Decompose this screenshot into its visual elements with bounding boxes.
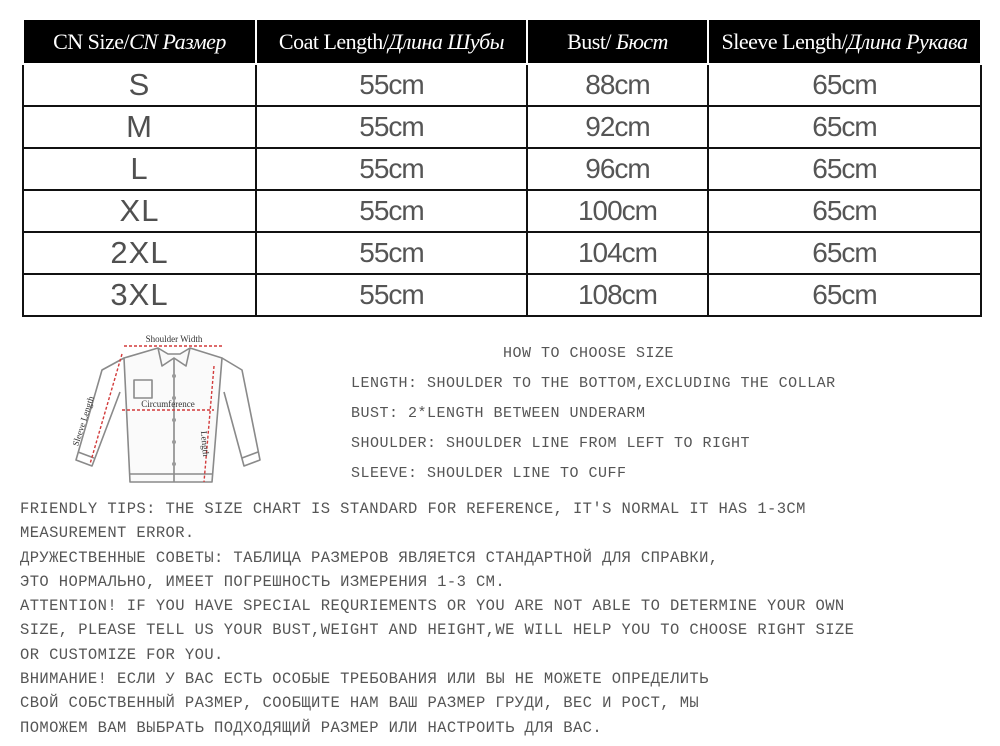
- table-row: [23, 190, 981, 232]
- howto-shoulder-line: SHOULDER: SHOULDER LINE FROM LEFT TO RIGHT: [351, 435, 751, 452]
- header-cn-size-en: CN Size/: [53, 28, 130, 54]
- sleeve-length-cell: 65cm: [708, 190, 981, 232]
- table-row: [23, 106, 981, 148]
- sleeve-length-cell: 65cm: [708, 232, 981, 274]
- shirt-outline: [76, 348, 260, 482]
- coat-length-cell: 55cm: [256, 106, 527, 148]
- friendly-tips-ru: ДРУЖЕСТВЕННЫЕ СОВЕТЫ: ТАБЛИЦА РАЗМЕРОВ ЯВЛЯЕТСЯ СТАНДАРТНОЙ ДЛЯ СПРАВКИ, ЭТО НОРМАЛЬНО, ИМЕЕТ ПОГРЕШНОСТЬ ИЗМЕРЕНИЯ 1-3 СМ.: [20, 548, 719, 591]
- size-cell: L: [23, 148, 256, 190]
- sleeve-length-cell: 65cm: [708, 64, 981, 106]
- coat-length-cell: 55cm: [256, 64, 527, 106]
- size-cell: 2XL: [23, 232, 256, 274]
- size-cell: 3XL: [23, 274, 256, 316]
- bust-cell: 92cm: [527, 106, 708, 148]
- size-cell: M: [23, 106, 256, 148]
- header-bust-en: Bust/: [567, 28, 617, 54]
- attention-ru: ВНИМАНИЕ! ЕСЛИ У ВАС ЕСТЬ ОСОБЫЕ ТРЕБОВАНИЯ ИЛИ ВЫ НЕ МОЖЕТЕ ОПРЕДЕЛИТЬ СВОЙ СОБСТВЕННЫЙ РАЗМЕР, СООБЩИТЕ НАМ ВАШ РАЗМЕР ГРУДИ, ВЕС И РОСТ, МЫ ПОМОЖЕМ ВАМ ВЫБРАТЬ ПОДХОДЯЩИЙ РАЗМЕР ИЛИ НАСТРОИТЬ ДЛЯ ВАС.: [20, 670, 709, 737]
- attention-en: ATTENTION! IF YOU HAVE SPECIAL REQURIEMENTS OR YOU ARE NOT ABLE TO DETERMINE YOUR OWN SIZE, PLEASE TELL US YOUR BUST,WEIGHT AND HEIGHT,WE WILL HELP YOU TO CHOOSE RIGHT SIZE OR CUSTOMIZE FOR YOU.: [20, 597, 855, 664]
- header-cn-size: [23, 20, 256, 64]
- header-sleeve-length-en: Sleeve Length/: [721, 28, 848, 54]
- header-bust: [527, 20, 708, 64]
- circumference-label: Circumference: [141, 399, 195, 409]
- coat-length-cell: 55cm: [256, 274, 527, 316]
- howto-sleeve-line: SLEEVE: SHOULDER LINE TO CUFF: [351, 465, 627, 482]
- shoulder-width-label: Shoulder Width: [145, 334, 203, 344]
- table-header-row: [23, 20, 981, 64]
- sleeve-length-cell: 65cm: [708, 106, 981, 148]
- bust-cell: 104cm: [527, 232, 708, 274]
- table-row: [23, 232, 981, 274]
- size-cell: S: [23, 64, 256, 106]
- header-coat-length-ru: Длина Шубы: [388, 28, 505, 54]
- sleeve-length-cell: 65cm: [708, 274, 981, 316]
- bust-cell: 100cm: [527, 190, 708, 232]
- bust-cell: 108cm: [527, 274, 708, 316]
- header-cn-size-ru: CN Размер: [129, 28, 226, 54]
- header-sleeve-length: [708, 20, 981, 64]
- sleeve-length-cell: 65cm: [708, 148, 981, 190]
- bust-cell: 88cm: [527, 64, 708, 106]
- table-row: [23, 64, 981, 106]
- bust-cell: 96cm: [527, 148, 708, 190]
- howto-bust-line: BUST: 2*LENGTH BETWEEN UNDERARM: [351, 405, 646, 422]
- shirt-measurement-diagram: [62, 332, 302, 492]
- header-coat-length: [256, 20, 527, 64]
- sleeve-length-label: Sleeve Length: [70, 394, 96, 448]
- table-row: [23, 274, 981, 316]
- howto-length-line: LENGTH: SHOULDER TO THE BOTTOM,EXCLUDING THE COLLAR: [351, 375, 836, 392]
- coat-length-cell: 55cm: [256, 148, 527, 190]
- size-chart-table: [22, 20, 982, 317]
- howto-title: HOW TO CHOOSE SIZE: [503, 345, 675, 362]
- size-cell: XL: [23, 190, 256, 232]
- header-sleeve-length-ru: Длина Рукава: [847, 28, 968, 54]
- header-bust-ru: Бюст: [616, 28, 668, 54]
- coat-length-cell: 55cm: [256, 190, 527, 232]
- notes-block: [20, 497, 990, 740]
- coat-length-cell: 55cm: [256, 232, 527, 274]
- friendly-tips-en: FRIENDLY TIPS: THE SIZE CHART IS STANDARD FOR REFERENCE, IT'S NORMAL IT HAS 1-3CM MEASUREMENT ERROR.: [20, 500, 806, 543]
- length-label: Length: [198, 430, 212, 457]
- table-row: [23, 148, 981, 190]
- header-coat-length-en: Coat Length/: [278, 28, 389, 54]
